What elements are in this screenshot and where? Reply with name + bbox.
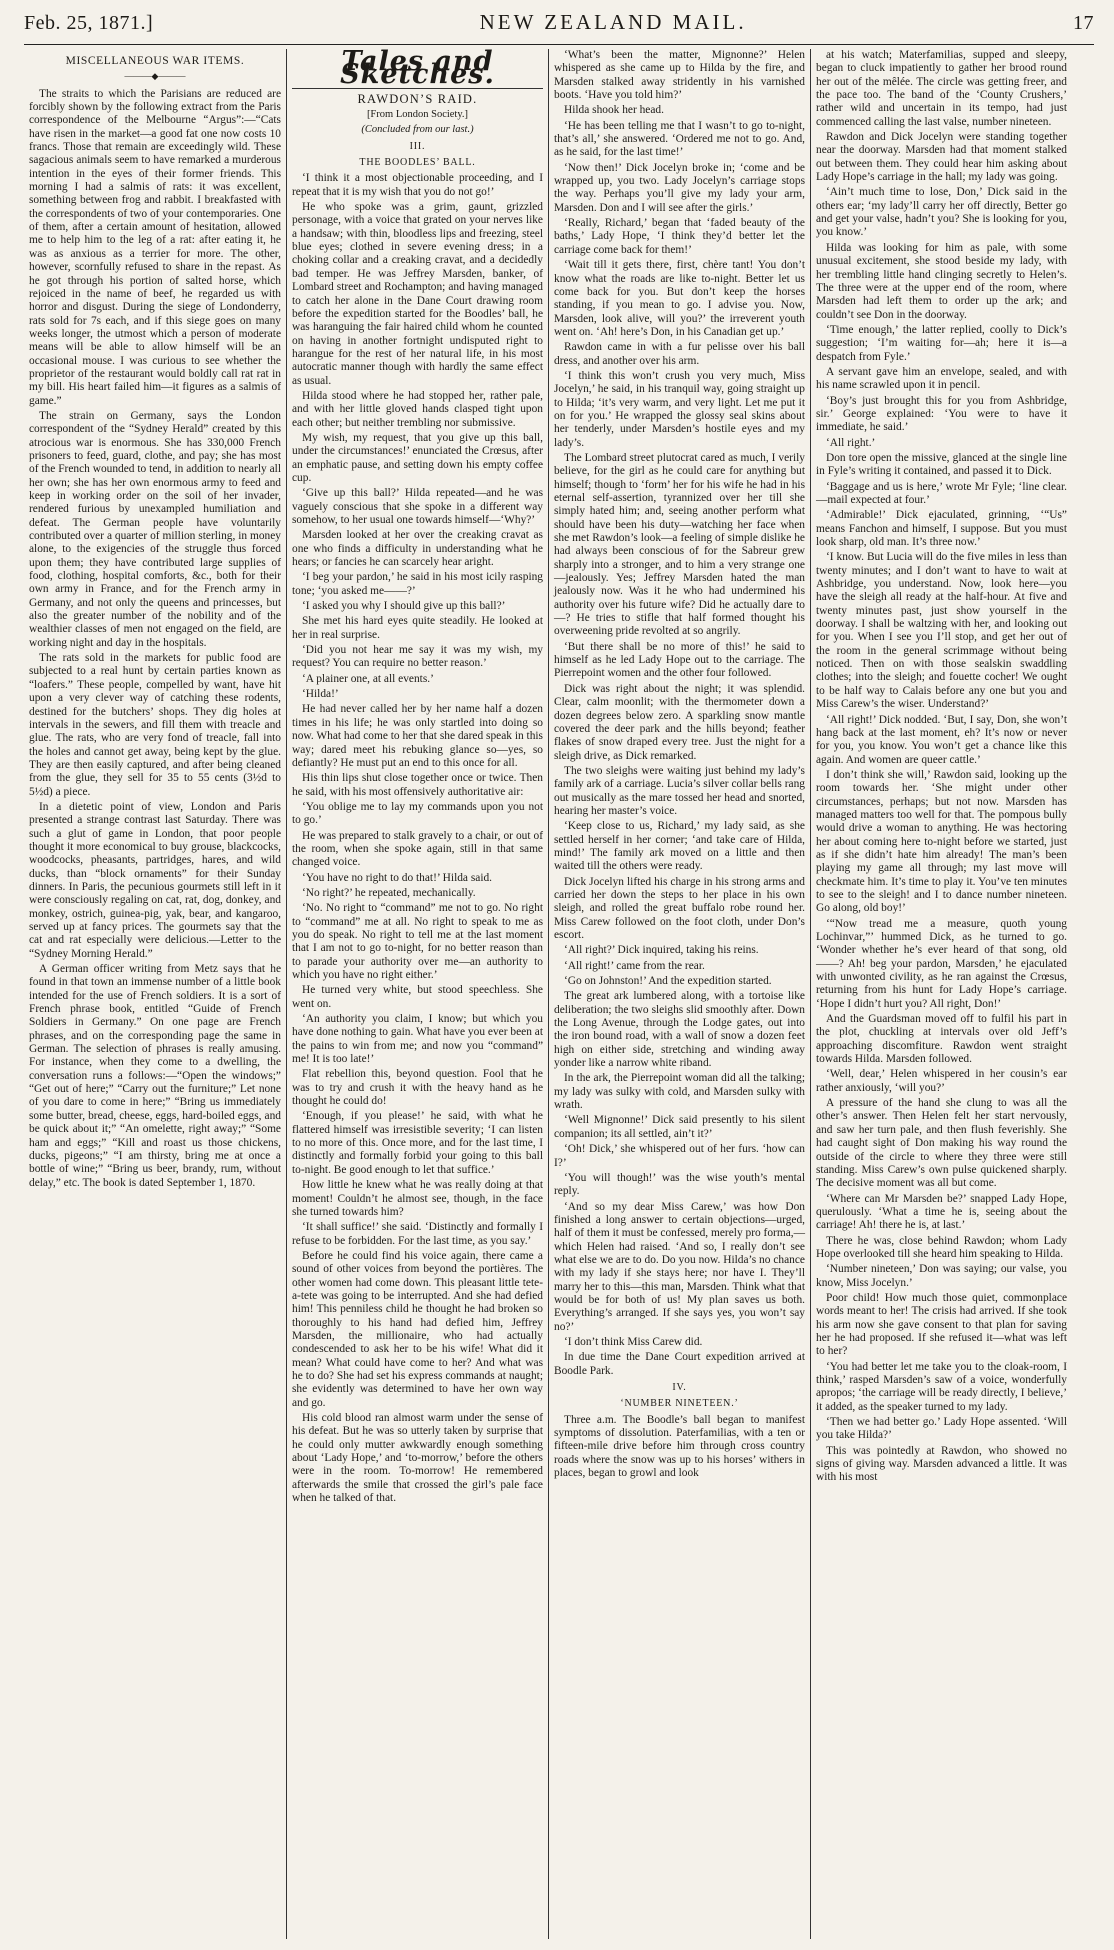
article-paragraph: The straits to which the Parisians are reduced are forcibly shown by the following extract from the Paris correspondence of the Melbourne “Argus”:—“Cats have risen in the market—a good fat one now costs 10 francs. Those that remain are exceedingly wild. These sagacious animals seem to have remarked a murderous intention in the eyes of their former friends. This morning I had a salmis of rats: it was excellent, something between frog and rabbit. I breakfasted with the correspondents of two of your contemporaries. One of them, after a certain amount of hesitation, allowed me to help him to the leg of a rat: after eating it, he was as anxious as a terrier for more. The other, however, scornfully refused to share in the repast. As he got through his portion of salted horse, which rejoiced in the name of beef, he regarded us with horror and disgust. During the siege of Londonderry, rats sold for 7s each, and if this siege goes on many weeks longer, the utmost which a person of moderate means will be able to allow himself will be an occasional mouse. I was curious to see whether the proprietor of the restaurant would boldly call rat rat in my bill. His heart failed him—it figures as a salmis of game.” bbox=[29, 87, 281, 407]
story-paragraph: His thin lips shut close together once or twice. Then he said, with his most offensively authoritative air: bbox=[292, 772, 543, 798]
story-paragraph: He had never called her by her name half a dozen times in his life; he was only startled into doing so now. What had come to her that she dared speak in this way; dared meet his rebuking glance so—yes, so defiantly? He must put an end to this once for all. bbox=[292, 703, 543, 769]
story-paragraph: He who spoke was a grim, gaunt, grizzled personage, with a voice that grated on your nerves like a handsaw; with thin, bloodless lips and freezing, steel blue eyes; clothed in severe evening dress; in a choking collar and a creaking cravat, and a decidedly bad temper. He was Jeffrey Marsden, banker, of Lombard street and Rochampton; and having managed to catch her alone in the Dane Court drawing room before the expedition started for the Boodles’ ball, he was haranguing the fair haired child whom he counted on having in another fortnight undisputed right to harangue for the rest of her natural life, in his most autocratic manner though with hardly the same effect as usual. bbox=[292, 201, 543, 387]
story-paragraph: Hilda shook her head. bbox=[564, 104, 664, 117]
story-paragraph: ‘But there shall be no more of this!’ he said to himself as he led Lady Hope out to the carriage. The Pierrepoint women and the other four followed. bbox=[554, 640, 805, 680]
story-paragraph: Rawdon came in with a fur pelisse over his ball dress, and another over his arm. bbox=[554, 341, 805, 367]
story-paragraph: ‘It shall suffice!’ she said. ‘Distinctly and formally I refuse to be forbidden. For the last time, as you say.’ bbox=[292, 1221, 543, 1247]
story-paragraph: ‘No right?’ he repeated, mechanically. bbox=[302, 886, 476, 899]
story-paragraph: In the ark, the Pierrepoint woman did all the talking; my lady was sulky with cold, and Marsden sulky with wrath. bbox=[554, 1072, 805, 1112]
story-paragraph: ‘You oblige me to lay my commands upon you not to go.’ bbox=[292, 800, 543, 827]
page-number: 17 bbox=[1072, 12, 1094, 34]
section-heading-war-items: MISCELLANEOUS WAR ITEMS. bbox=[65, 55, 245, 67]
story-paragraph: Three a.m. The Boodle’s ball began to manifest symptoms of dissolution. Paterfamilias, with a ten or fifteen-mile drive before him through cross country roads where the snow was up to his horses’ withers in places, began to growl and look bbox=[554, 1413, 805, 1480]
story-paragraph: ‘You had better let me take you to the cloak-room, I think,’ rasped Marsden’s saw of a voice, wonderfully apropos; ‘the carriage will be ready directly, I believe,’ it added, as the speaker turned to my lady. bbox=[816, 1360, 1067, 1413]
column-2 bbox=[286, 49, 548, 1939]
story-body bbox=[816, 49, 1067, 1485]
chapter-title: THE BOODLES’ BALL. bbox=[359, 157, 476, 169]
story-paragraph: ‘All right!’ Dick nodded. ‘But, I say, Don, she won’t hang back at the last moment, eh? It’s now or never for you, you know. You won’t get a chance like this again. And women are queer cattle.’ bbox=[816, 713, 1067, 766]
article-paragraph: The rats sold in the markets for public food are subjected to a real hunt by certain parties known as “loafers.” These people, compelled by want, have hit upon a very clever way of catching these rodents, destined for the butchers’ shops. They dig holes at intervals in the sewers, and fill them with treacle and glue. The rats, who are very fond of treacle, fall into the holes and cannot get away, being kept by the glue. They are then easily captured, and after being cleaned from the glue, they sell for 35 to 55 cents (3½d to 5½d) a piece. bbox=[29, 652, 281, 798]
story-paragraph: ‘An authority you claim, I know; but which you have done nothing to gain. What have you ever been at the pains to win from me; and now you “command” me! It is too late!’ bbox=[292, 1013, 543, 1066]
story-paragraph: ‘“Now tread me a measure, quoth young Lochinvar,”’ hummed Dick, as he turned to go. ‘Wonder whether he’s ever heard of that song, old ——? Ah! beg your pardon, Marsden,’ he ejaculated with unwonted civility, as he ran against the Crœsus, returning from his hunt for Lady Hope’s carriage. ‘Hope I didn’t hurt you? All right, Don!’ bbox=[816, 917, 1067, 1010]
columns bbox=[24, 49, 1094, 1939]
story-paragraph: ‘I think it a most objectionable proceeding, and I repeat that it is my wish that you do not go!’ bbox=[292, 172, 543, 198]
story-title: RAWDON’S RAID. bbox=[357, 91, 478, 106]
story-body bbox=[554, 49, 805, 1378]
story-paragraph: She met his hard eyes quite steadily. He looked at her in real surprise. bbox=[292, 615, 543, 641]
story-paragraph: How little he knew what he was really doing at that moment! Couldn’t he almost see, though, in the face she turned towards him? bbox=[292, 1179, 543, 1218]
article-paragraph: The strain on Germany, says the London correspondent of the “Sydney Herald” created by this atrocious war is enormous. She has 330,000 French prisoners to feed, guard, clothe, and pay; she has most of the French wounded to tend, in addition to nearly all her own; she has her own enormous army to feed and keep in working order on the soil of her invader, rendered furious by unexampled humiliation and defeat. The German people have voluntarily contributed over a quarter of million sterling, in money alone, to the exigencies of the struggle thus forced upon them; they have contributed large supplies of food, clothing, hospital comforts, &c., both for their own army in France, and for the French army in Germany, and not only the queens and princesses, but also the greater number of the nobility and of the wealthier classes of men not engaged on the field, are working night and day in the hospitals. bbox=[29, 409, 281, 649]
story-paragraph: Rawdon and Dick Jocelyn were standing together near the doorway. Marsden had that moment stalked out between them. They could hear him asking about Lady Hope’s carriage in the hall; my lady was going. bbox=[816, 131, 1067, 184]
story-paragraph: He turned very white, but stood speechless. She went on. bbox=[292, 984, 543, 1010]
story-paragraph: I don’t think she will,’ Rawdon said, looking up the room towards her. ‘She might under other circumstances, perhaps; but not now. Marsden has managed matters too well for that. The pompous bully would drive a woman to anything. He was hectoring her about coming here to-night before we started, just as if she didn’t hate him already! The man’s been playing my game all through; my last move will checkmate him. It’s time to play it. You’ve ten minutes to see to the sleigh! and I to dance number nineteen. Go along, old boy!’ bbox=[816, 768, 1067, 915]
story-paragraph: ‘Ain’t much time to lose, Don,’ Dick said in the others ear; ‘my lady’ll carry her off directly, Better go and get your valse, hadn’t you? She is looking for you, you know.’ bbox=[816, 186, 1067, 239]
story-paragraph: ‘I know. But Lucia will do the five miles in less than twenty minutes; and I don’t want to have to wait at Ashbridge, you understand. Now, look here—you have the sleigh all ready at the half-hour. At five and twenty minutes past, just show yourself in the doorway. I shall be waltzing with her, and looking out for you. When I see you I’ll stop, and get her out of the room in the general scrimmage without being noticed. Then on with those sealskin swaddling clothes; into the sleigh; and fouette cocher! We ought to be half way to Calais before any one but you and Miss Carew’s the wiser. Understand?’ bbox=[816, 551, 1067, 711]
story-paragraph: ‘A plainer one, at all events.’ bbox=[302, 672, 434, 685]
story-paragraph: ‘All right.’ bbox=[826, 436, 876, 449]
story-paragraph: ‘Boy’s just brought this for you from Ashbridge, sir.’ George explained: ‘You were to have it immediate, he said.’ bbox=[816, 394, 1067, 434]
column-1 bbox=[24, 49, 286, 1939]
story-paragraph: And the Guardsman moved off to fulfil his part in the plot, chuckling at intervals over old Jeff’s approaching discomfiture. Rawdon went straight towards Hilda. Marsden followed. bbox=[816, 1013, 1067, 1066]
column-4 bbox=[810, 49, 1072, 1939]
story-paragraph: ‘He has been telling me that I wasn’t to go to-night, that’s all,’ she answered. ‘Ordered me not to go. And, as he said, for the last time!’ bbox=[554, 119, 805, 159]
story-paragraph: Marsden looked at her over the creaking cravat as one who finds a difficulty in understanding what he hears; or fancies he can scarcely hear aright. bbox=[292, 529, 543, 569]
story-source: [From London Society.] bbox=[366, 109, 469, 121]
story-paragraph: ‘Number nineteen,’ Don was saying; our valse, you know, Miss Jocelyn.’ bbox=[816, 1263, 1067, 1289]
column-3 bbox=[548, 49, 810, 1939]
story-paragraph: ‘Baggage and us is here,’ wrote Mr Fyle; ‘line clear.—mail expected at four.’ bbox=[816, 480, 1067, 506]
article-paragraph: In a dietetic point of view, London and Paris presented a strange contrast last Saturday. There was such a glut of game in London, that poor people thought it more economical to buy grouse, blackcocks, woodcocks, pheasants, partridges, hares, and wild ducks, than “block ornaments” for their Sunday dinners. In Paris, the pecunious gourmets still left in it were consciously regaling on cat, rat, dog, donkey, and monkey, ostrich, guinea-pig, yak, bear, and kangaroo, served up at fancy prices. The gourmets say that the cat and rat especially were delicious.—Letter to the “Sydney Morning Herald.” bbox=[29, 800, 281, 960]
story-paragraph: ‘I asked you why I should give up this ball?’ bbox=[302, 600, 506, 613]
story-paragraph: Dick Jocelyn lifted his charge in his strong arms and carried her down the steps to her place in his own sleigh, and rolled the great buffalo robe round her. Miss Carew followed on the foot cloth, under Don’s escort. bbox=[554, 875, 805, 941]
story-paragraph: In due time the Dane Court expedition arrived at Boodle Park. bbox=[554, 1351, 805, 1377]
story-paragraph: ‘Well, dear,’ Helen whispered in her cousin’s ear rather anxiously, ‘will you?’ bbox=[816, 1068, 1067, 1094]
story-paragraph: Before he could find his voice again, there came a sound of other voices from beyond the portières. The other women had come down. This pleasant little tete-a-tete was going to be interrupted. And she had defied him! This penniless child he thought he had broken so thoroughly to his hand had defied him, Jeffrey Marsden, the millionaire, who had actually condescended to ask her to be his wife! What did it mean? What could have come to her? And what was he to do? She had set his express commands at naught; she evidently was determined to have her own way and go. bbox=[292, 1249, 543, 1409]
story-paragraph: Don tore open the missive, glanced at the single line in Fyle’s writing it contained, and passed it to Dick. bbox=[816, 451, 1067, 478]
story-paragraph: ‘Well Mignonne!’ Dick said presently to his silent companion; its all settled, ain’t it?’ bbox=[554, 1114, 805, 1140]
story-paragraph: Poor child! How much those quiet, commonplace words meant to her! The crisis had arrived. If she took his arm now she gave consent to that plan for saving her he had proposed. If she refused it—what was left to her? bbox=[816, 1291, 1067, 1358]
story-paragraph: ‘Then we had better go.’ Lady Hope assented. ‘Will you take Hilda?’ bbox=[816, 1416, 1067, 1442]
story-paragraph: ‘No. No right to “command” me not to go. No right to “command” me at all. No right to speak to me as you do speak. No right to tell me at the last moment that I am not to go to-night, for no better reason than to parade your authority over me—an authority to which you have no right either.’ bbox=[292, 902, 543, 981]
story-paragraph: There he was, close behind Rawdon; whom Lady Hope overlooked till she heard him speaking to Hilda. bbox=[816, 1234, 1067, 1260]
story-body bbox=[554, 1414, 805, 1481]
story-paragraph: He was prepared to stalk gravely to a chair, or out of the room, when she spoke again, still in that same changed voice. bbox=[292, 829, 543, 869]
story-paragraph: My wish, my request, that you give up this ball, under the circumstances!’ enunciated the Crœsus, after an emphatic pause, and setting down his empty coffee cup. bbox=[292, 431, 543, 484]
story-paragraph: This was pointedly at Rawdon, who showed no signs of giving way. Marsden advanced a little. It was with his most bbox=[816, 1444, 1067, 1484]
story-paragraph: ‘Enough, if you please!’ he said, with what he flattered himself was irresistible severity; ‘I can listen to no more of this. Once more, and for the last time, I distinctly and formally forbid your going to this ball to-night. Be good enough to let that suffice.’ bbox=[292, 1110, 543, 1176]
story-body bbox=[292, 172, 543, 1505]
section-title-tales: Tales and Sketches. bbox=[292, 55, 543, 89]
chapter-title: ‘NUMBER NINETEEN.’ bbox=[620, 1398, 739, 1410]
story-paragraph: ‘Did you not hear me say it was my wish, my request? You can require no better reason.’ bbox=[292, 644, 543, 670]
story-paragraph: ‘Where can Mr Marsden be?’ snapped Lady Hope, querulously. ‘What a time he is, seeing about the carriage! Ah! there he is, at last.’ bbox=[816, 1192, 1067, 1232]
story-paragraph: Flat rebellion this, beyond question. Fool that he was to try and crush it with the heavy hand as he thought he could do! bbox=[292, 1068, 543, 1108]
story-paragraph: ‘What’s been the matter, Mignonne?’ Helen whispered as she came up to Hilda by the fire, and Marsden stalked away stridently in his varnished boots. ‘Have you told him?’ bbox=[554, 49, 805, 102]
story-paragraph: at his watch; Materfamilias, supped and sleepy, began to cluck impatiently to gather her brood round her out of the mêlée. The circle was getting freer, and the pace too. The band of the ‘County Crushers,’ rather wild and uncertain in its tempo, had just commenced calling the last valse, number nineteen. bbox=[816, 49, 1067, 128]
masthead-rule bbox=[24, 44, 1094, 45]
story-paragraph: ‘Keep close to us, Richard,’ my lady said, as she settled herself in her corner; ‘and take care of Hilda, mind!’ The family ark moved on a little and then waited till the others were ready. bbox=[554, 820, 805, 873]
ornament-divider: ———◆——— bbox=[124, 71, 186, 82]
chapter-number: IV. bbox=[672, 1382, 687, 1393]
story-paragraph: ‘Hilda!’ bbox=[302, 688, 339, 701]
story-paragraph: A pressure of the hand she clung to was all the other’s answer. Then Helen felt her start nervously, and saw her turn pale, and then flush feverishly. She had caught sight of Don making his way round the outside of the circle to where they three were still standing. Miss Carew’s own pulse quickened sharply. The decisive moment was all but come. bbox=[816, 1097, 1067, 1190]
article-paragraph: A German officer writing from Metz says that he found in that town an immense number of a little book intended for the use of French soldiers. It is a sort of French phrase book, entitled “Guide of French Soldiers in Germany.” On one page are French phrases, and on the corresponding page the same in German. The selection of phrases is really amusing. For instance, when they come to a dwelling, the conversation runs a follows:—“Open the windows;” “Get out of here;” “Carry out the furniture;” Let none of you dare to come in here;” “Bring us immediately some butter, bread, cheese, eggs, hard-boiled eggs, and be quick about it;” “An omelette, right away;” “Some ham and eggs;” “Kill and roast us those chickens, ducks, pigeons;” “I am thirsty, bring me at once a bottle of wine;” “Bring us beer, brandy, rum, without delay,” etc. The book is dated September 1, 1870. bbox=[29, 963, 281, 1189]
story-paragraph: Hilda was looking for him as pale, with some unusual excitement, she stood beside my lady, with her trembling little hand clinging secretly to Helen’s. The three were at the upper end of the room, where Marsden had left them to order up the ark; and couldn’t see Don in the doorway. bbox=[816, 241, 1067, 321]
story-paragraph: ‘Give up this ball?’ Hilda repeated—and he was vaguely conscious that she spoke in a different way somehow, to her usual one towards himself—‘Why?’ bbox=[292, 487, 543, 526]
story-paragraph: ‘Admirable!’ Dick ejaculated, grinning, ‘“Us” means Fanchon and himself, I suppose. But you must look sharp, old man. It’s three now.’ bbox=[816, 509, 1067, 549]
continued-note: (Concluded from our last.) bbox=[361, 124, 474, 136]
story-paragraph: The great ark lumbered along, with a tortoise like deliberation; the two sleighs slid smoothly after. Down the Long Avenue, through the Lodge gates, out into the iron bound road, with a wall of snow a dozen feet high on either side, stretching and winding away yonder like a narrow white riband. bbox=[554, 990, 805, 1070]
story-paragraph: ‘Time enough,’ the latter replied, coolly to Dick’s suggestion; ‘I’m waiting for—ah; here it is—a despatch from Fyle.’ bbox=[816, 323, 1067, 363]
newspaper-title: NEW ZEALAND MAIL. bbox=[479, 10, 747, 34]
story-paragraph: ‘Go on Johnston!’ And the expedition started. bbox=[564, 975, 772, 988]
story-paragraph: His cold blood ran almost warm under the sense of his defeat. But he was so utterly taken by surprise that he could only mutter awkwardly enough something about ‘Lady Hope,’ and ‘to-morrow,’ before the others were in the room. To-morrow! He remembered afterwards the smile that crossed the girl’s pale face when he talked of that. bbox=[292, 1412, 543, 1505]
story-paragraph: ‘All right?’ Dick inquired, taking his reins. bbox=[564, 944, 759, 957]
story-paragraph: A servant gave him an envelope, sealed, and with his name scrawled upon it in pencil. bbox=[816, 365, 1067, 392]
story-paragraph: ‘You will though!’ was the wise youth’s mental reply. bbox=[554, 1171, 805, 1198]
story-paragraph: ‘I beg your pardon,’ he said in his most icily rasping tone; ‘you asked me——?’ bbox=[292, 571, 543, 597]
story-paragraph: ‘I think this won’t crush you very much, Miss Jocelyn,’ he said, in his tranquil way, going straight up to Hilda; ‘it’s very warm, and very light. Let me put it on for you.’ He wrapped the glossy seal skins about her tenderly, under Marsden’s hostile eyes and my lady’s. bbox=[554, 369, 805, 449]
story-paragraph: ‘Really, Richard,’ began that ‘faded beauty of the baths,’ Lady Hope, ‘I think they’d better let the carriage come back for them!’ bbox=[554, 217, 805, 256]
chapter-number: III. bbox=[409, 140, 426, 152]
story-paragraph: ‘And so my dear Miss Carew,’ was how Don finished a long answer to certain objections—urged, half of them it must be confessed, merely pro forma,—which Helen had raised. ‘And so, I really don’t see what else we are to do. Do you now. Hilda’s no chance with my lady if she stays here; nor have I. They’ll marry her to this—this man, Marsden. Think what that would be for both of us! My plan saves us both. Everything’s arranged. If she says yes, you won’t say no?’ bbox=[554, 1200, 805, 1333]
story-paragraph: ‘You have no right to do that!’ Hilda said. bbox=[302, 871, 493, 884]
story-paragraph: Dick was right about the night; it was splendid. Clear, calm moonlit; with the thermometer down a dozen degrees below zero. A sparkling snow mantle covered the deer park and the hills beyond; feather flakes of snow draped every tree. Just the night for a sleigh drive, as Dick remarked. bbox=[554, 682, 805, 762]
story-paragraph: ‘Wait till it gets there, first, chère tant! You don’t know what the roads are like to-night. Better let us come back for you. But don’t keep the horses standing, if you mean to go. I advise you. Now, Marsden, look alive, will you?’ the irreverent youth went on. ‘Ah! here’s Don, in his Canadian get up.’ bbox=[554, 259, 805, 338]
issue-date: Feb. 25, 1871.] bbox=[24, 12, 154, 34]
story-paragraph: ‘All right!’ came from the rear. bbox=[564, 959, 705, 972]
story-paragraph: ‘Oh! Dick,’ she whispered out of her furs. ‘how can I?’ bbox=[554, 1143, 805, 1169]
story-paragraph: ‘I don’t think Miss Carew did. bbox=[564, 1335, 703, 1348]
masthead bbox=[24, 10, 1094, 42]
story-paragraph: Hilda stood where he had stopped her, rather pale, and with her little gloved hands clasped tight upon each other; but neither trembling nor submissive. bbox=[292, 389, 543, 429]
story-paragraph: The Lombard street plutocrat cared as much, I verily believe, for the girl as he could care for anything but himself; though to ‘form’ her for his wife he had in his eternal self-assertion, tyrannized over her till she simply hated him; and, seeing another perform what should have been his duty—watching her face when she met Rawdon’s look—a feeling of simple dislike he had always been conscious of for the Sabreur grew sharply into a stronger, and to him a very strange one—jealously. Yes; Jeffrey Marsden hated the man jealously now. Was it he who had undermined his authority over his future wife? Did he actually dare to—? He tries to stifle that half formed thought his overweening pride revolted at so angrily. bbox=[554, 451, 805, 638]
story-paragraph: The two sleighs were waiting just behind my lady’s family ark of a carriage. Lucia’s silver collar bells rang out musically as the mare tossed her head and snorted, hearing her master’s voice. bbox=[554, 764, 805, 817]
story-paragraph: ‘Now then!’ Dick Jocelyn broke in; ‘come and be wrapped up, you two. Lady Jocelyn’s carriage stops the way. Perhaps you’ll give my lady your arm, Marsden. Don and I will see after the girls.’ bbox=[554, 161, 805, 214]
